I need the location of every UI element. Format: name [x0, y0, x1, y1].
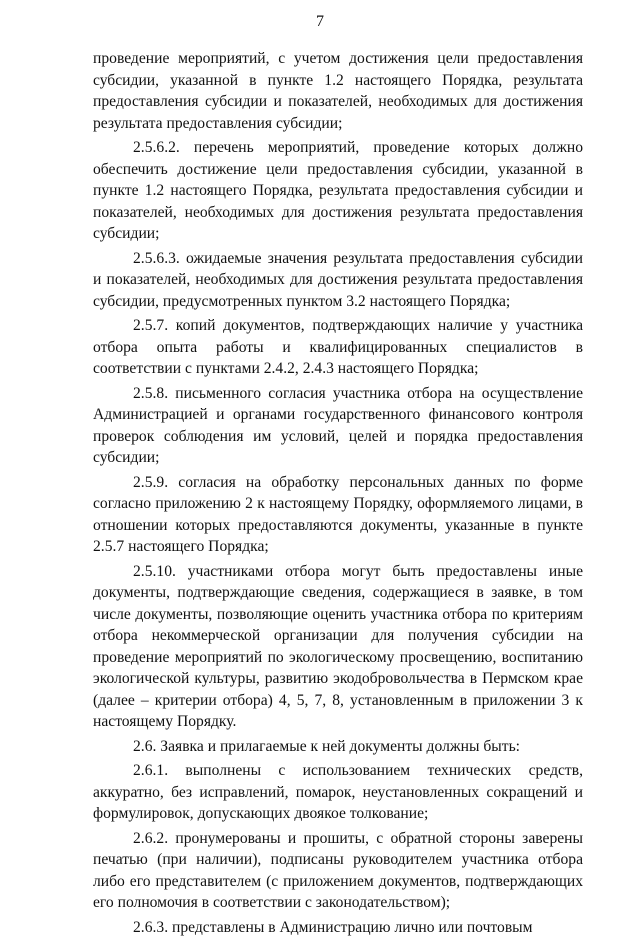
paragraph-2-6-1: 2.6.1. выполнены с использованием технических средств, аккуратно, без исправлений, помарок, неустановленных сокращений и формулировок, допускающих двоякое толкование;	[93, 762, 583, 822]
paragraph-continuation: проведение мероприятий, с учетом достижения цели предоставления субсидии, указанной в пункте 1.2 настоящего Порядка, результата предоставления субсидии и показателей, необходимых для достижения результата предоставления субсидии;	[93, 50, 583, 132]
paragraph-2-5-6-3: 2.5.6.3. ожидаемые значения результата предоставления субсидии и показателей, необходимых для достижения результата предоставления субсидии, предусмотренных пунктом 3.2 настоящего Порядка;	[93, 249, 583, 310]
paragraph-2-5-10: 2.5.10. участниками отбора могут быть предоставлены иные документы, подтверждающие сведения, содержащиеся в заявке, в том числе документы, позволяющие оценить участника отбора по критериям отбора некоммерческой организации для получения субсидии на проведение мероприятий по экологическому просвещению, воспитанию экологической культуры, развитию экодобровольчества в Пермском крае (далее – критерии отбора) 4, 5, 7, 8, установленным в приложении 3 к настоящему Порядку.	[93, 562, 583, 730]
paragraph-2-5-8: 2.5.8. письменного согласия участника отбора на осуществление Администрацией и органами государственного финансового контроля проверок соблюдения им условий, целей и порядка предоставления субсидии;	[93, 384, 583, 466]
paragraph-2-5-9: 2.5.9. согласия на обработку персональных данных по форме согласно приложению 2 к настоящему Порядку, оформляемого лицами, в отношении которых предоставляются документы, указанные в пункте 2.5.7 настоящего Порядка;	[93, 473, 583, 555]
paragraph-2-6: 2.6. Заявка и прилагаемые к ней документы должны быть:	[133, 737, 521, 755]
paragraph-2-5-7: 2.5.7. копий документов, подтверждающих наличие у участника отбора опыта работы и квалифицированных специалистов в соответствии с пунктами 2.4.2, 2.4.3 настоящего Порядка;	[93, 317, 583, 377]
page-number: 7	[316, 13, 324, 30]
paragraph-2-6-2: 2.6.2. пронумерованы и прошиты, с обратной стороны заверены печатью (при наличии), подписаны руководителем участника отбора либо его представителем (с приложением документов, подтверждающих его полномочия в соответствии с законодательством);	[93, 829, 583, 911]
paragraph-2-6-3: 2.6.3. представлены в Администрацию лично или почтовым	[133, 918, 533, 936]
paragraph-2-5-6-2: 2.5.6.2. перечень мероприятий, проведение которых должно обеспечить достижение цели предоставления субсидии, указанной в пункте 1.2 настоящего Порядка, результата предоставления субсидии и показателей, необходимых для достижения результата предоставления субсидии;	[93, 139, 583, 242]
document-body	[93, 48, 583, 941]
